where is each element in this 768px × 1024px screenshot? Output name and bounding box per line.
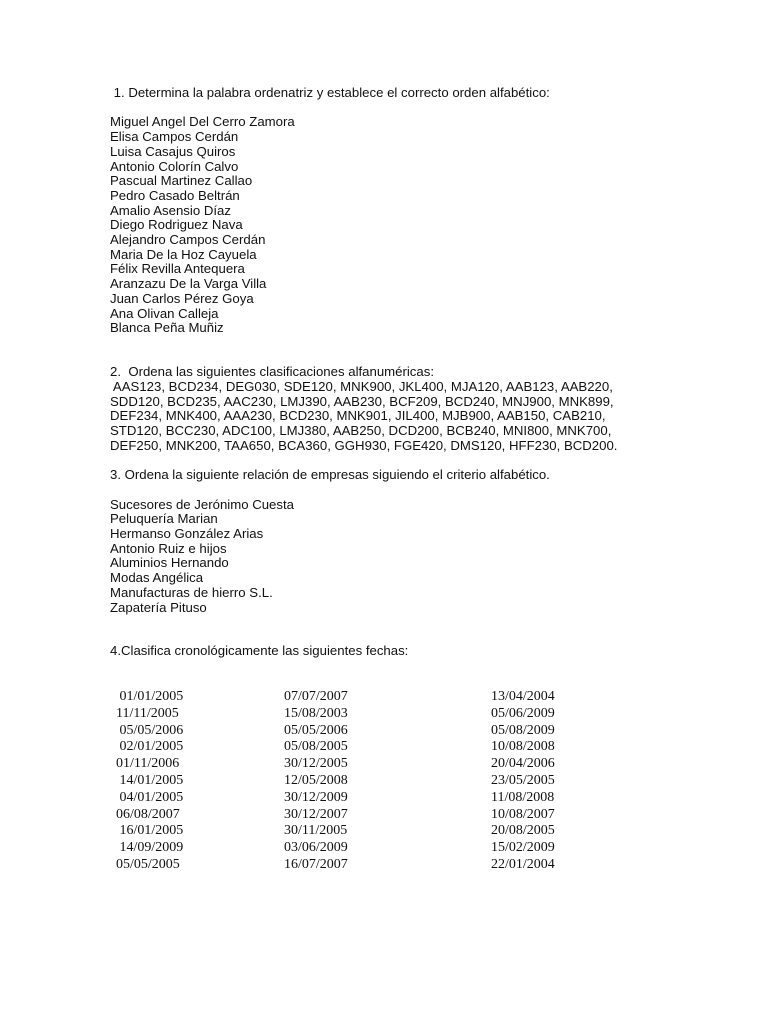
date-cell: 10/08/2008 [491, 739, 555, 755]
codes-line: STD120, BCC230, ADC100, LMJ380, AAB250, DCD200, BCB240, MNI800, MNK700, [110, 423, 612, 439]
list-item: Maria De la Hoz Cayuela [110, 246, 257, 262]
list-item: Juan Carlos Pérez Goya [110, 290, 254, 306]
date-cell: 12/05/2008 [284, 772, 348, 788]
q2-heading: 2. Ordena las siguientes clasificaciones alfanuméricas: [110, 364, 434, 380]
q3-companies-list [110, 498, 750, 616]
date-cell: 15/08/2003 [284, 705, 348, 721]
list-item: Aranzazu De la Varga Villa [110, 276, 267, 292]
list-item: Pedro Casado Beltrán [110, 187, 240, 203]
date-cell: 11/11/2005 [116, 705, 179, 721]
q2-codes [110, 380, 750, 454]
date-cell: 16/07/2007 [284, 856, 348, 872]
list-item: Elisa Campos Cerdán [110, 129, 239, 145]
codes-line: DEF250, MNK200, TAA650, BCA360, GGH930, FGE420, DMS120, HFF230, BCD200. [110, 437, 618, 453]
list-item: Peluquería Marian [110, 511, 218, 527]
date-cell: 30/12/2007 [284, 806, 348, 822]
date-cell: 20/08/2005 [491, 823, 555, 839]
q3-heading: 3. Ordena la siguiente relación de empresas siguiendo el criterio alfabético. [110, 467, 550, 483]
list-item: Diego Rodriguez Nava [110, 217, 243, 233]
date-cell: 15/02/2009 [491, 840, 555, 856]
date-cell: 30/12/2009 [284, 789, 348, 805]
list-item: Zapatería Pituso [110, 599, 207, 615]
list-item: Hermanso González Arias [110, 526, 264, 542]
date-cell: 04/01/2005 [116, 789, 184, 805]
list-item: Sucesores de Jerónimo Cuesta [110, 496, 294, 512]
list-item: Félix Revilla Antequera [110, 261, 245, 277]
date-cell: 30/12/2005 [284, 756, 348, 772]
list-item: Antonio Ruiz e hijos [110, 540, 227, 556]
date-cell: 06/08/2007 [116, 806, 180, 822]
date-cell: 30/11/2005 [284, 823, 348, 839]
date-cell: 05/05/2006 [284, 722, 348, 738]
date-cell: 05/08/2005 [284, 739, 348, 755]
codes-line: DEF234, MNK400, AAA230, BCD230, MNK901, JIL400, MJB900, AAB150, CAB210, [110, 408, 606, 424]
date-cell: 07/07/2007 [284, 688, 348, 704]
date-cell: 14/09/2009 [116, 840, 184, 856]
date-cell: 14/01/2005 [116, 772, 184, 788]
q4-heading: 4.Clasifica cronológicamente las siguientes fechas: [110, 643, 409, 659]
codes-line: SDD120, BCD235, AAC230, LMJ390, AAB230, BCF209, BCD240, MNJ900, MNK899, [110, 393, 614, 409]
list-item: Ana Olivan Calleja [110, 305, 219, 321]
date-cell: 01/01/2005 [116, 688, 184, 704]
list-item: Modas Angélica [110, 570, 204, 586]
codes-line: AAS123, BCD234, DEG030, SDE120, MNK900, JKL400, MJA120, AAB123, AAB220, [110, 379, 613, 395]
date-cell: 13/04/2004 [491, 688, 555, 704]
document-page [110, 86, 750, 879]
date-cell: 03/06/2009 [284, 840, 348, 856]
list-item: Pascual Martinez Callao [110, 173, 253, 189]
date-cell: 16/01/2005 [116, 823, 184, 839]
q4-dates-table [110, 689, 750, 879]
list-item: Amalio Asensio Díaz [110, 202, 231, 218]
date-cell: 22/01/2004 [491, 856, 555, 872]
date-cell: 05/05/2006 [116, 722, 184, 738]
date-cell: 20/04/2006 [491, 756, 555, 772]
list-item: Luisa Casajus Quiros [110, 143, 236, 159]
date-cell: 02/01/2005 [116, 739, 184, 755]
date-cell: 23/05/2005 [491, 772, 555, 788]
list-item: Manufacturas de hierro S.L. [110, 584, 273, 600]
q1-heading: 1. Determina la palabra ordenatriz y establece el correcto orden alfabético: [110, 85, 550, 100]
date-cell: 05/06/2009 [491, 705, 555, 721]
date-cell: 05/08/2009 [491, 722, 555, 738]
date-cell: 05/05/2005 [116, 856, 180, 872]
date-cell: 10/08/2007 [491, 806, 555, 822]
list-item: Alejandro Campos Cerdán [110, 232, 266, 248]
list-item: Aluminios Hernando [110, 555, 229, 571]
q1-names-list [110, 115, 750, 336]
list-item: Miguel Angel Del Cerro Zamora [110, 114, 295, 130]
date-cell: 01/11/2006 [116, 756, 180, 772]
date-cell: 11/08/2008 [491, 789, 555, 805]
list-item: Antonio Colorín Calvo [110, 158, 239, 174]
list-item: Blanca Peña Muñiz [110, 320, 224, 336]
